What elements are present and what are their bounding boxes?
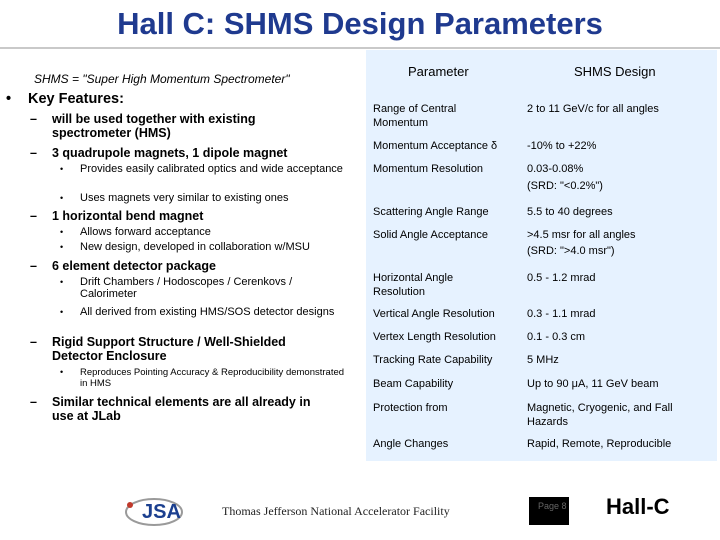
- bullet-icon: •: [6, 91, 12, 107]
- bullet-icon: •: [60, 277, 64, 287]
- table-value: 0.5 - 1.2 mrad: [527, 272, 596, 284]
- bullet-icon: •: [60, 307, 64, 317]
- table-param: Momentum Acceptance δ: [373, 140, 498, 152]
- logo-dot-icon: [127, 502, 133, 508]
- bullet-icon: •: [60, 367, 64, 377]
- table-param: Solid Angle Acceptance: [373, 229, 488, 241]
- dash-icon: –: [30, 146, 37, 160]
- logo-text: JSA: [142, 501, 181, 523]
- feature-subpoint: • Reproduces Pointing Accuracy & Reproducibility demonstrated in HMS: [60, 367, 345, 389]
- table-value: 0.03-0.08%: [527, 163, 584, 175]
- bullet-icon: •: [60, 242, 64, 252]
- feature-point: – Similar technical elements are all already in use at JLab: [30, 395, 311, 423]
- table-param: Scattering Angle Range: [373, 206, 489, 218]
- feature-subpoint: • New design, developed in collaboration w/MSU: [60, 241, 310, 253]
- bullet-icon: •: [60, 227, 64, 237]
- dash-icon: –: [30, 209, 37, 223]
- feature-subpoint: • All derived from existing HMS/SOS detector designs: [60, 306, 335, 318]
- table-value-note: (SRD: ">4.0 msr"): [527, 245, 615, 257]
- table-param: Vertex Length Resolution: [373, 331, 496, 343]
- table-param: Range of Central Momentum: [373, 103, 457, 129]
- table-value: Rapid, Remote, Reproducible: [527, 438, 672, 450]
- dash-icon: –: [30, 395, 37, 409]
- shms-definition: SHMS = "Super High Momentum Spectrometer": [34, 72, 290, 86]
- feature-point: – Rigid Support Structure / Well-Shielded Detector Enclosure: [30, 335, 286, 363]
- page-number: Page 8: [538, 501, 567, 511]
- bullet-icon: •: [60, 193, 64, 203]
- parameters-table: [366, 50, 717, 461]
- hall-c-label: Hall-C: [606, 494, 670, 519]
- slide-title: Hall C: SHMS Design Parameters: [117, 6, 603, 41]
- feature-point: – will be used together with existing spectrometer (HMS): [30, 112, 256, 140]
- feature-subpoint: • Provides easily calibrated optics and wide acceptance: [60, 163, 343, 175]
- table-value: 2 to 11 GeV/c for all angles: [527, 103, 659, 115]
- title-underline: [0, 47, 720, 49]
- table-value-note: (SRD: "<0.2%"): [527, 180, 603, 192]
- table-value: Up to 90 μA, 11 GeV beam: [527, 378, 659, 390]
- table-param: Angle Changes: [373, 438, 449, 450]
- feature-subpoint: • Uses magnets very similar to existing ones: [60, 192, 289, 204]
- bullet-icon: •: [60, 164, 64, 174]
- feature-point: – 3 quadrupole magnets, 1 dipole magnet: [30, 146, 288, 160]
- feature-point: – 6 element detector package: [30, 259, 216, 273]
- table-value: >4.5 msr for all angles: [527, 229, 636, 241]
- table-value: 0.3 - 1.1 mrad: [527, 308, 596, 320]
- feature-subpoint: • Drift Chambers / Hodoscopes / Cerenkovs / Calorimeter: [60, 276, 293, 300]
- column-header-parameter: Parameter: [408, 64, 469, 79]
- table-value: 5 MHz: [527, 354, 559, 366]
- table-param: Vertical Angle Resolution: [373, 308, 495, 320]
- jsa-logo: [120, 488, 200, 532]
- table-param: Horizontal Angle Resolution: [373, 272, 454, 298]
- table-param: Beam Capability: [373, 378, 454, 390]
- table-value: 5.5 to 40 degrees: [527, 206, 613, 218]
- dash-icon: –: [30, 335, 37, 349]
- table-param: Protection from: [373, 402, 448, 414]
- table-param: Tracking Rate Capability: [373, 354, 493, 366]
- key-features-heading: • Key Features:: [6, 91, 124, 107]
- dash-icon: –: [30, 259, 37, 273]
- feature-point: – 1 horizontal bend magnet: [30, 209, 204, 223]
- table-value: -10% to +22%: [527, 140, 597, 152]
- table-value: Magnetic, Cryogenic, and Fall Hazards: [527, 402, 673, 428]
- dash-icon: –: [30, 112, 37, 126]
- table-value: 0.1 - 0.3 cm: [527, 331, 586, 343]
- column-header-shms-design: SHMS Design: [574, 64, 656, 79]
- feature-subpoint: • Allows forward acceptance: [60, 226, 211, 238]
- table-param: Momentum Resolution: [373, 163, 484, 175]
- lab-name: Thomas Jefferson National Accelerator Facility: [222, 504, 450, 518]
